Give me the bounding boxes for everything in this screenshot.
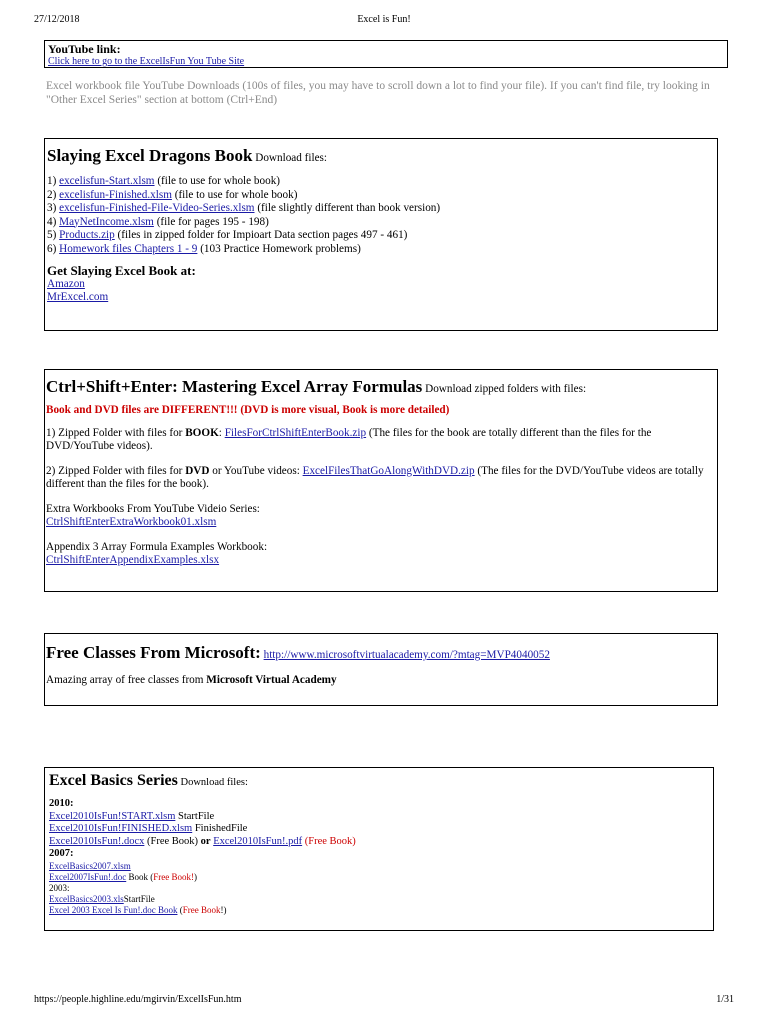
list-item: 5) Products.zip (files in zipped folder for Impioart Data section pages 497 - 461) <box>47 229 408 241</box>
list-item: Excel2010IsFun!FINISHED.xlsm FinishedFile <box>49 823 248 834</box>
file-link[interactable]: Excel2007IsFun!.doc <box>49 871 127 882</box>
youtube-link[interactable]: Click here to go to the ExcelIsFun You Tube Site <box>48 56 245 67</box>
file-link[interactable]: Excel2010IsFun!.pdf <box>213 835 303 847</box>
file-link[interactable]: ExcelBasics2007.xlsm <box>49 860 131 871</box>
youtube-box <box>44 40 728 68</box>
page-url: https://people.highline.edu/mgirvin/ExcelIsFun.htm <box>34 994 242 1005</box>
list-item: 4) MayNetIncome.xlsm (file for pages 195 - 198) <box>47 215 269 228</box>
book-zip-link[interactable]: FilesForCtrlShiftEnterBook.zip <box>224 426 367 439</box>
dragons-title: Slaying Excel Dragons Book <box>47 146 253 165</box>
cse-item-dvd: 2) Zipped Folder with files for DVD or YouTube videos: ExcelFilesThatGoAlongWithDVD.zip (The files for the DVD/YouTube videos are totally different than the files for the book). <box>46 464 704 490</box>
basics-title: Excel Basics Series <box>49 772 178 789</box>
file-link[interactable]: excelisfun-Finished-File-Video-Series.xlsm <box>59 202 255 214</box>
file-link[interactable]: Excel2010IsFun!.docx <box>49 835 145 847</box>
list-item: Excel2010IsFun!.docx (Free Book) or Excel2010IsFun!.pdf (Free Book) <box>49 835 356 847</box>
list-item <box>49 861 709 872</box>
list-item: 2) excelisfun-Finished.xlsm (file to use for whole book) <box>47 188 298 201</box>
extra-label: Extra Workbooks From YouTube Vidеio Series: <box>46 502 260 515</box>
year-2010: 2010: <box>49 798 74 809</box>
appendix-link[interactable]: CtrlShiftEnterAppendixExamples.xlsx <box>46 554 220 566</box>
page-number: 1/31 <box>716 994 734 1005</box>
dragons-title-suffix: Download files: <box>255 152 328 164</box>
free-title: Free Classes From Microsoft: <box>46 643 261 662</box>
list-item: 6) Homework files Chapters 1 - 9 (103 Practice Homework problems) <box>47 242 361 255</box>
file-link[interactable]: ExcelBasics2003.xls <box>49 893 124 904</box>
list-item: ExcelBasics2003.xlsStartFile <box>49 893 155 904</box>
youtube-label: YouTube link: <box>48 42 121 56</box>
list-item: Excel2007IsFun!.doc Book (Free Book!) <box>49 871 197 882</box>
print-footer <box>34 994 734 1008</box>
print-title: Excel is Fun! <box>357 14 411 25</box>
file-link[interactable]: MayNetIncome.xlsm <box>59 215 154 228</box>
print-date: 27/12/2018 <box>34 14 80 25</box>
list-item: Excel2010IsFun!START.xlsm StartFile <box>49 810 215 822</box>
dragons-section <box>44 138 718 331</box>
year-2007: 2007: <box>49 848 74 859</box>
list-item: Excel 2003 Excel Is Fun!.doc Book (Free Book!) <box>49 904 227 915</box>
extra-workbook-link[interactable]: CtrlShiftEnterExtraWorkbook01.xlsm <box>46 516 217 528</box>
file-link[interactable]: excelisfun-Start.xlsm <box>59 175 155 187</box>
file-link[interactable]: Homework files Chapters 1 - 9 <box>59 242 198 255</box>
cse-section <box>44 369 718 592</box>
list-item: 1) excelisfun-Start.xlsm (file to use for whole book) <box>47 175 281 187</box>
appendix-label: Appendix 3 Array Formula Examples Workbook: <box>46 540 268 553</box>
dvd-zip-link[interactable]: ExcelFilesThatGoAlongWithDVD.zip <box>302 464 475 477</box>
get-book-heading: Get Slaying Excel Book at: <box>47 263 196 278</box>
file-link[interactable]: Excel2010IsFun!FINISHED.xlsm <box>49 823 193 834</box>
year-2003: 2003: <box>49 882 70 893</box>
file-link[interactable]: excelisfun-Finished.xlsm <box>59 188 172 201</box>
free-desc: Amazing array of free classes from Microsoft Virtual Academy <box>46 674 337 686</box>
file-link[interactable]: Products.zip <box>59 229 115 241</box>
intro-text: Excel workbook file YouTube Downloads (100s of files, you may have to scroll down a lot to find your file). If you can't find file, try looking in "Other Excel Series" section at bottom (Ctrl+End) <box>46 80 710 106</box>
mva-link[interactable]: http://www.microsoftvirtualacademy.com/?mtag=MVP4040052 <box>263 649 550 661</box>
cse-title-suffix: Download zipped folders with files: <box>425 383 587 395</box>
mrexcel-link[interactable]: MrExcel.com <box>47 291 109 303</box>
cse-item-book: 1) Zipped Folder with files for BOOK: FilesForCtrlShiftEnterBook.zip (The files for the book are totally different than the files for the DVD/YouTube videos). <box>46 426 652 452</box>
list-item: 3) excelisfun-Finished-File-Video-Series.xlsm (file slightly different than book version) <box>47 202 441 214</box>
basics-title-suffix: Download files: <box>180 777 248 788</box>
file-link[interactable]: Excel2010IsFun!START.xlsm <box>49 810 176 822</box>
cse-title: Ctrl+Shift+Enter: Mastering Excel Array Formulas <box>46 377 423 396</box>
free-classes-section <box>44 633 718 706</box>
print-header <box>34 14 734 28</box>
file-link[interactable]: Excel 2003 Excel Is Fun!.doc Book <box>49 904 178 915</box>
basics-section <box>44 767 714 931</box>
dragons-list <box>47 175 715 256</box>
cse-warning: Book and DVD files are DIFFERENT!!! (DVD is more visual, Book is more detailed) <box>46 404 450 416</box>
amazon-link[interactable]: Amazon <box>47 277 85 290</box>
